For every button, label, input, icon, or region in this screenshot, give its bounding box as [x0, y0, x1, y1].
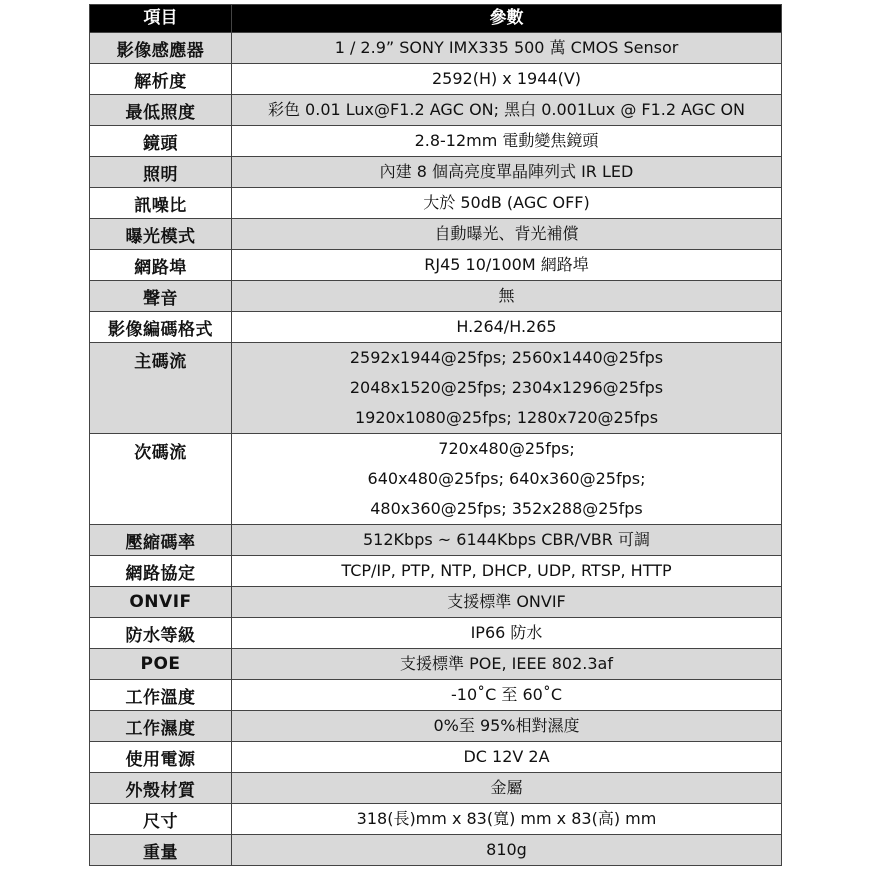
- header-item: 項目: [90, 5, 232, 33]
- spec-key: 次碼流: [90, 434, 232, 525]
- spec-value: [232, 711, 782, 742]
- spec-value: [232, 219, 782, 250]
- table-row: [90, 312, 782, 343]
- spec-table-body: [90, 33, 782, 866]
- spec-value: [232, 126, 782, 157]
- spec-value-line: 810g: [486, 840, 527, 859]
- table-row: [90, 434, 782, 525]
- spec-value-line: 2592x1944@25fps; 2560x1440@25fps: [349, 348, 664, 367]
- spec-value: [232, 680, 782, 711]
- spec-value-line: IP66 防水: [470, 623, 543, 642]
- spec-table-header: [90, 5, 782, 33]
- spec-key: 影像感應器: [90, 33, 232, 64]
- spec-value: [232, 95, 782, 126]
- spec-key: 重量: [90, 835, 232, 866]
- spec-key: 影像編碼格式: [90, 312, 232, 343]
- spec-value: [232, 525, 782, 556]
- spec-value: [232, 312, 782, 343]
- spec-key: 網路埠: [90, 250, 232, 281]
- spec-value-line: 318(長)mm x 83(寬) mm x 83(高) mm: [356, 809, 657, 828]
- spec-value-line: 內建 8 個高亮度單晶陣列式 IR LED: [379, 162, 634, 181]
- spec-value-line: 2592(H) x 1944(V): [431, 69, 582, 88]
- spec-value: [232, 773, 782, 804]
- table-row: [90, 556, 782, 587]
- spec-key: 曝光模式: [90, 219, 232, 250]
- table-row: [90, 742, 782, 773]
- spec-key: 外殼材質: [90, 773, 232, 804]
- table-row: [90, 64, 782, 95]
- spec-value: [232, 33, 782, 64]
- table-row: [90, 804, 782, 835]
- spec-value-line: 0%至 95%相對濕度: [433, 716, 580, 735]
- spec-key: ONVIF: [90, 587, 232, 618]
- table-row: [90, 618, 782, 649]
- spec-value-line: 1920x1080@25fps; 1280x720@25fps: [354, 408, 659, 427]
- spec-value-line: H.264/H.265: [456, 317, 557, 336]
- spec-value-line: 1 / 2.9” SONY IMX335 500 萬 CMOS Sensor: [334, 38, 679, 57]
- spec-value: [232, 281, 782, 312]
- spec-value: [232, 835, 782, 866]
- spec-value: [232, 188, 782, 219]
- spec-value: [232, 804, 782, 835]
- spec-value-line: 支援標準 ONVIF: [447, 592, 566, 611]
- table-row: [90, 219, 782, 250]
- spec-value-line: 自動曝光、背光補償: [434, 224, 579, 243]
- table-row: [90, 33, 782, 64]
- header-parameter: 參數: [232, 5, 782, 33]
- spec-value-line: 彩色 0.01 Lux@F1.2 AGC ON; 黑白 0.001Lux @ F1.2 AGC ON: [267, 100, 746, 119]
- spec-value: [232, 157, 782, 188]
- table-row: [90, 281, 782, 312]
- spec-value-line: -10˚C 至 60˚C: [450, 685, 562, 704]
- spec-key: 使用電源: [90, 742, 232, 773]
- spec-key: 網路協定: [90, 556, 232, 587]
- spec-key: 解析度: [90, 64, 232, 95]
- spec-value-line: RJ45 10/100M 網路埠: [424, 255, 589, 274]
- spec-key: 最低照度: [90, 95, 232, 126]
- spec-key: 防水等級: [90, 618, 232, 649]
- spec-key: 聲音: [90, 281, 232, 312]
- header-row: [90, 5, 782, 33]
- spec-value: [232, 556, 782, 587]
- table-row: [90, 343, 782, 434]
- spec-key: POE: [90, 649, 232, 680]
- spec-value-line: 2048x1520@25fps; 2304x1296@25fps: [349, 378, 664, 397]
- table-row: [90, 188, 782, 219]
- table-row: [90, 587, 782, 618]
- spec-value: [232, 742, 782, 773]
- spec-value: [232, 64, 782, 95]
- spec-value-line: 無: [498, 286, 515, 305]
- spec-value-line: 金屬: [490, 778, 523, 797]
- spec-table: [89, 4, 782, 866]
- spec-value-line: 大於 50dB (AGC OFF): [423, 193, 590, 212]
- table-row: [90, 835, 782, 866]
- spec-key: 工作濕度: [90, 711, 232, 742]
- table-row: [90, 680, 782, 711]
- table-row: [90, 250, 782, 281]
- spec-key: 尺寸: [90, 804, 232, 835]
- spec-value-line: TCP/IP, PTP, NTP, DHCP, UDP, RTSP, HTTP: [341, 561, 672, 580]
- table-row: [90, 711, 782, 742]
- spec-value: [232, 250, 782, 281]
- table-row: [90, 95, 782, 126]
- spec-value-line: 2.8-12mm 電動變焦鏡頭: [414, 131, 599, 150]
- spec-key: 鏡頭: [90, 126, 232, 157]
- spec-value: [232, 649, 782, 680]
- spec-value-line: 支援標準 POE, IEEE 802.3af: [400, 654, 613, 673]
- spec-value-line: DC 12V 2A: [463, 747, 550, 766]
- table-row: [90, 157, 782, 188]
- spec-key: 照明: [90, 157, 232, 188]
- spec-key: 訊噪比: [90, 188, 232, 219]
- spec-value: [232, 343, 782, 434]
- spec-value: [232, 587, 782, 618]
- spec-value-line: 720x480@25fps;: [438, 439, 575, 458]
- spec-key: 壓縮碼率: [90, 525, 232, 556]
- spec-value-line: 480x360@25fps; 352x288@25fps: [370, 499, 643, 518]
- spec-value: [232, 434, 782, 525]
- spec-key: 工作溫度: [90, 680, 232, 711]
- table-row: [90, 649, 782, 680]
- spec-value-line: 640x480@25fps; 640x360@25fps;: [367, 469, 646, 488]
- table-row: [90, 126, 782, 157]
- spec-value: [232, 618, 782, 649]
- spec-key: 主碼流: [90, 343, 232, 434]
- table-row: [90, 773, 782, 804]
- table-row: [90, 525, 782, 556]
- spec-value-line: 512Kbps ~ 6144Kbps CBR/VBR 可調: [363, 530, 650, 549]
